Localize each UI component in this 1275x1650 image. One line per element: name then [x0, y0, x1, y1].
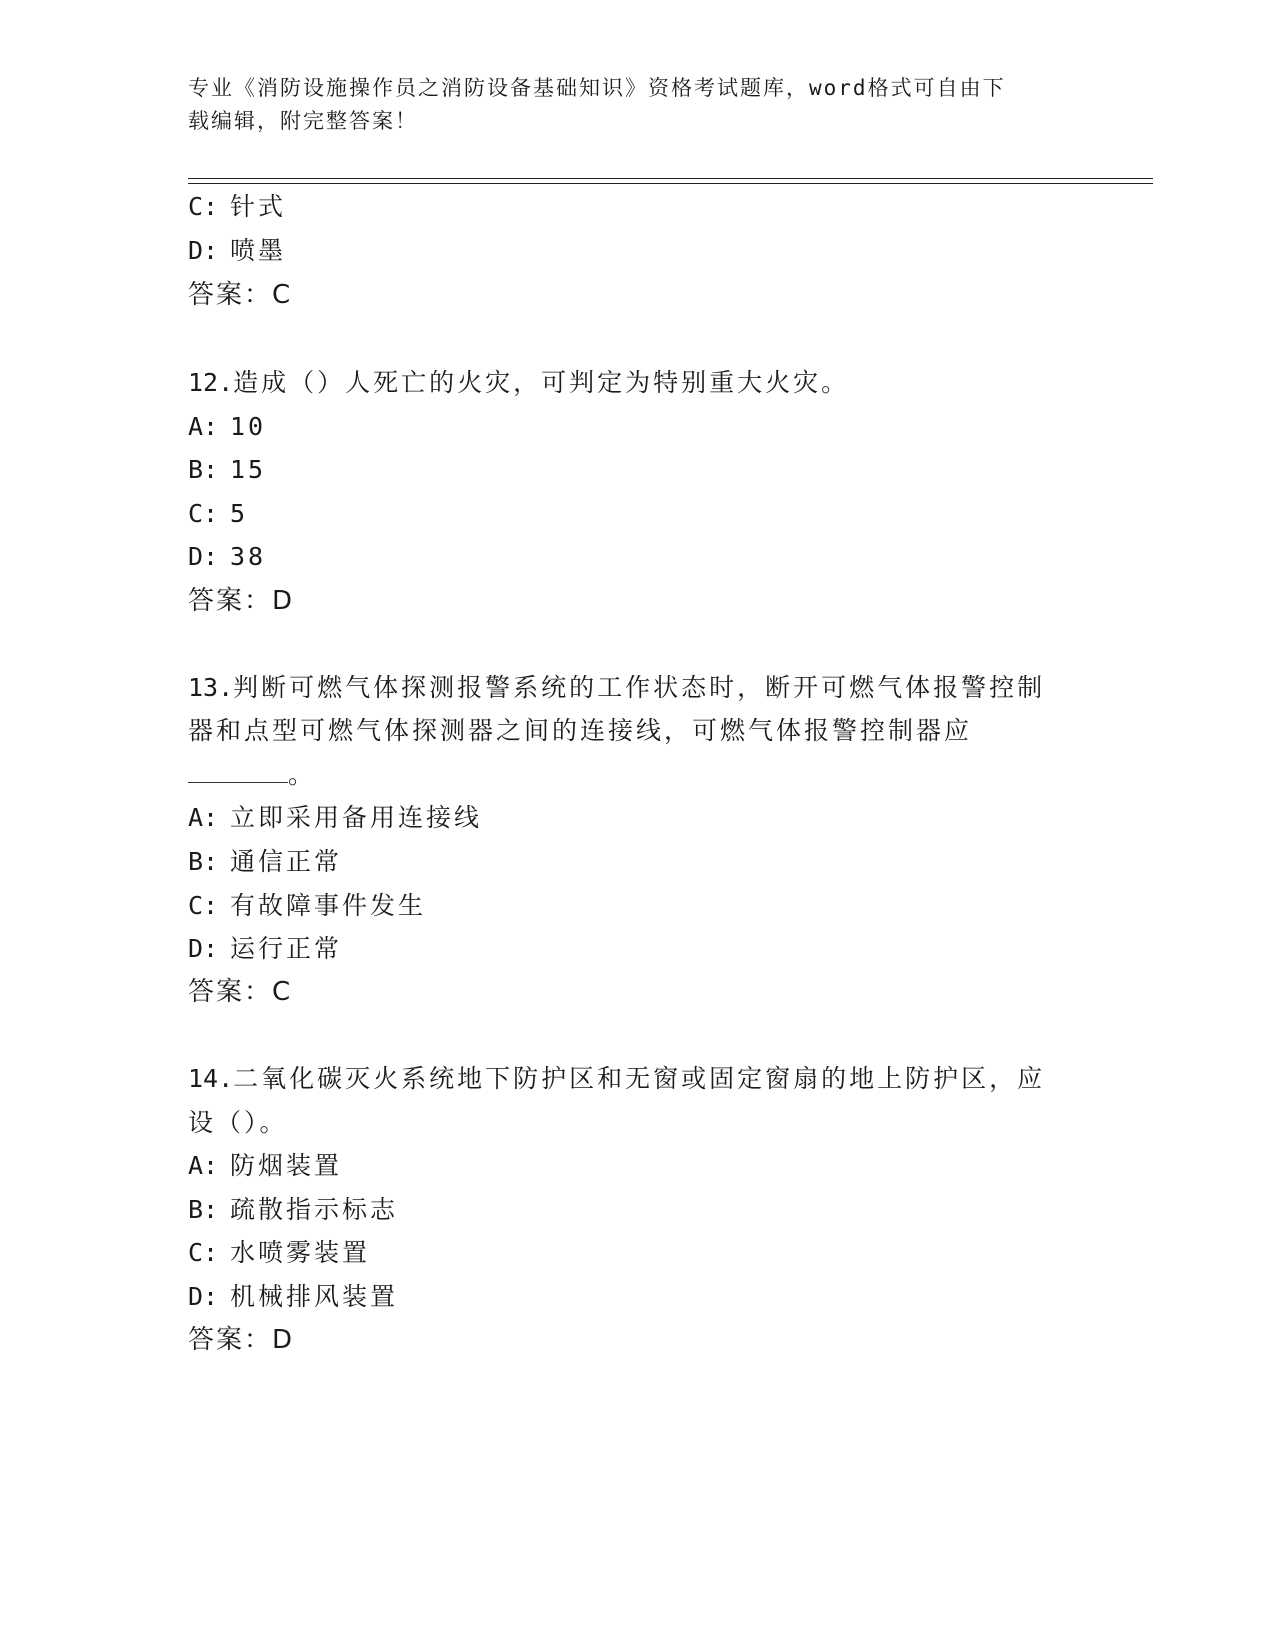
question-stem-text: 判断可燃气体探测报警系统的工作状态时，断开可燃气体报警控制 — [233, 673, 1046, 702]
question-14-stem-line-2: 设（）。 — [188, 1108, 288, 1137]
option-a — [188, 412, 266, 442]
option-d — [188, 934, 342, 964]
option-key: D: — [188, 236, 219, 265]
option-key: D: — [188, 934, 219, 963]
answer-line: 答案：C — [188, 280, 293, 310]
option-key: B: — [188, 455, 219, 484]
option-b — [188, 847, 342, 877]
question-13-blank-line — [188, 760, 316, 790]
question-13-stem — [188, 673, 1045, 703]
question-stem-text: 造成（）人死亡的火灾，可判定为特别重大火灾。 — [233, 368, 850, 397]
option-b — [188, 455, 266, 485]
document-header — [188, 72, 1068, 138]
option-key: B: — [188, 1195, 219, 1224]
option-d — [188, 542, 266, 572]
question-number: 12. — [188, 368, 234, 397]
option-d — [188, 236, 286, 266]
header-title-line-2: 载编辑，附完整答案！ — [188, 109, 418, 133]
option-key: C: — [188, 499, 219, 528]
option-d — [188, 1282, 398, 1312]
option-key: A: — [188, 1151, 219, 1180]
option-text: 喷墨 — [230, 236, 287, 265]
option-text: 有故障事件发生 — [230, 891, 427, 920]
option-key: C: — [188, 891, 219, 920]
question-number: 14. — [188, 1064, 234, 1093]
answer-line: 答案：D — [188, 1325, 295, 1355]
option-c — [188, 499, 248, 529]
option-c — [188, 1238, 370, 1268]
option-a — [188, 803, 482, 833]
option-key: C: — [188, 192, 219, 221]
option-text: 15 — [230, 455, 267, 484]
fill-in-blank — [188, 764, 288, 783]
option-key: C: — [188, 1238, 219, 1267]
option-b — [188, 1195, 398, 1225]
header-title-line-1: 专业《消防设施操作员之消防设备基础知识》资格考试题库，word格式可自由下 — [188, 76, 1006, 100]
question-number: 13. — [188, 673, 234, 702]
option-text: 疏散指示标志 — [230, 1195, 399, 1224]
option-text: 运行正常 — [230, 934, 343, 963]
header-divider-top — [188, 178, 1153, 179]
header-divider-bottom — [188, 183, 1153, 184]
question-12-stem — [188, 368, 849, 398]
option-text: 机械排风装置 — [230, 1282, 399, 1311]
option-text: 10 — [230, 412, 267, 441]
option-text: 防烟装置 — [230, 1151, 343, 1180]
option-text: 5 — [230, 499, 249, 528]
option-key: A: — [188, 803, 219, 832]
question-14-stem — [188, 1064, 1045, 1094]
option-text: 通信正常 — [230, 847, 343, 876]
option-c — [188, 891, 426, 921]
option-text: 针式 — [230, 192, 287, 221]
answer-line: 答案：C — [188, 977, 293, 1007]
option-key: D: — [188, 1282, 219, 1311]
option-key: A: — [188, 412, 219, 441]
option-a — [188, 1151, 342, 1181]
question-13-stem-line-2: 器和点型可燃气体探测器之间的连接线，可燃气体报警控制器应 — [188, 716, 973, 745]
option-text: 立即采用备用连接线 — [230, 803, 483, 832]
question-stem-text: 二氧化碳灭火系统地下防护区和无窗或固定窗扇的地上防护区，应 — [233, 1064, 1046, 1093]
option-text: 38 — [230, 542, 267, 571]
option-key: D: — [188, 542, 219, 571]
answer-line: 答案：D — [188, 586, 295, 616]
stem-tail: 。 — [288, 760, 317, 789]
option-text: 水喷雾装置 — [230, 1238, 371, 1267]
option-key: B: — [188, 847, 219, 876]
option-c — [188, 192, 286, 222]
